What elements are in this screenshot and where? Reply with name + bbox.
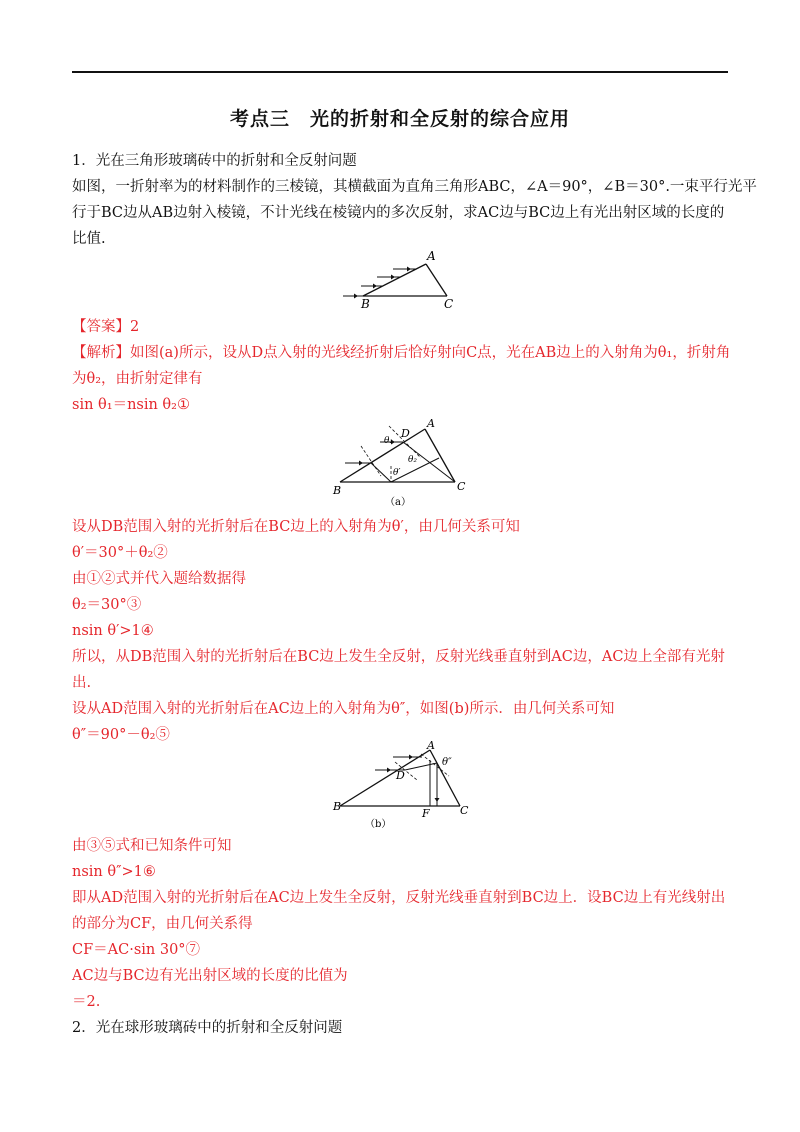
analysis-line-10: 出. bbox=[72, 675, 92, 691]
analysis-line-2: 为θ₂，由折射定律有 bbox=[72, 371, 203, 387]
problem1-heading: 1．光在三角形玻璃砖中的折射和全反射问题 bbox=[72, 153, 357, 169]
normal-line-lower bbox=[361, 446, 381, 476]
vertex-a-label: A bbox=[427, 739, 435, 752]
ray-arrow-lower bbox=[359, 461, 363, 466]
point-f-label: F bbox=[422, 807, 430, 820]
theta-double-prime-label: θ″ bbox=[442, 757, 452, 768]
prism-figure-1 bbox=[335, 248, 465, 310]
edge-ab bbox=[340, 750, 430, 806]
ray-arrow-lower bbox=[387, 768, 391, 773]
edge-ac bbox=[425, 429, 455, 482]
analysis-line-1: 【解析】如图(a)所示，设从D点入射的光线经折射后恰好射向C点，光在AB边上的入射角为θ₁，折射角 bbox=[72, 345, 731, 361]
theta1-label: θ₁ bbox=[384, 436, 394, 446]
analysis-line-17: CF＝AC·sin 30°⑦ bbox=[72, 942, 201, 958]
problem2-heading: 2．光在球形玻璃砖中的折射和全反射问题 bbox=[72, 1020, 343, 1036]
problem1-line2: 行于BC边从AB边射入棱镜，不计光线在棱镜内的多次反射，求AC边与BC边上有光出射区域的长度的 bbox=[72, 205, 725, 221]
refracted-ray bbox=[405, 763, 437, 770]
vertex-c-label: C bbox=[460, 804, 469, 817]
theta-prime-label: θ′ bbox=[393, 468, 401, 478]
analysis-line-8: nsin θ′>1④ bbox=[72, 623, 154, 639]
analysis-line-6: 由①②式并代入题给数据得 bbox=[72, 571, 246, 587]
point-d-label: D bbox=[401, 427, 410, 440]
problem1-line3: 比值. bbox=[72, 231, 106, 247]
edge-ac bbox=[426, 264, 447, 296]
figure-b-caption: （b） bbox=[365, 819, 392, 830]
figure-a-caption: （a） bbox=[385, 497, 411, 508]
answer: 【答案】2 bbox=[72, 319, 140, 335]
ray-arrow-4 bbox=[407, 267, 411, 272]
point-d-label: D bbox=[396, 769, 405, 782]
ray-arrow-1 bbox=[354, 294, 358, 299]
analysis-line-4: 设从DB范围入射的光折射后在BC边上的入射角为θ′，由几何关系可知 bbox=[72, 519, 520, 535]
ray-arrow-2 bbox=[373, 284, 377, 289]
analysis-line-16: 的部分为CF，由几何关系得 bbox=[72, 916, 253, 932]
analysis-line-11: 设从AD范围入射的光折射后在AC边上的入射角为θ″，如图(b)所示．由几何关系可知 bbox=[72, 701, 615, 717]
analysis-line-7: θ₂＝30°③ bbox=[72, 597, 142, 613]
vertex-c-label: C bbox=[444, 297, 454, 311]
analysis-line-5: θ′＝30°＋θ₂② bbox=[72, 545, 168, 561]
analysis-line-12: θ″＝90°－θ₂⑤ bbox=[72, 727, 170, 743]
analysis-line-14: nsin θ″>1⑥ bbox=[72, 864, 156, 880]
analysis-line-19: ＝2. bbox=[72, 994, 101, 1010]
vertex-a-label: A bbox=[427, 417, 435, 430]
vertex-c-label: C bbox=[457, 480, 466, 493]
ray-arrow-upper bbox=[409, 755, 413, 760]
vertex-b-label: B bbox=[333, 800, 342, 813]
analysis-line-18: AC边与BC边有光出射区域的长度的比值为 bbox=[72, 968, 348, 984]
analysis-line-15: 即从AD范围入射的光折射后在AC边上发生全反射，反射光线垂直射到BC边上．设BC边上有光线射出 bbox=[72, 890, 726, 906]
ray-arrow-vertical bbox=[435, 798, 440, 802]
analysis-line-13: 由③⑤式和已知条件可知 bbox=[72, 838, 232, 854]
page-title: 考点三 光的折射和全反射的综合应用 bbox=[229, 108, 570, 130]
ray-arrow-3 bbox=[391, 275, 395, 280]
vertex-b-label: B bbox=[333, 484, 342, 497]
analysis-line-9: 所以，从DB范围入射的光折射后在BC边上发生全反射，反射光线垂直射到AC边，AC边上全部有光射 bbox=[72, 649, 725, 665]
vertex-b-label: B bbox=[361, 297, 370, 311]
header-rule bbox=[72, 71, 728, 73]
figure-a bbox=[325, 416, 475, 516]
analysis-line-3: sin θ₁＝nsin θ₂① bbox=[72, 397, 190, 413]
theta2-label: θ₂ bbox=[408, 455, 418, 465]
refracted-ray-lower bbox=[371, 463, 391, 482]
figure-b bbox=[325, 740, 475, 830]
problem1-line1: 如图，一折射率为的材料制作的三棱镜，其横截面为直角三角形ABC，∠A＝90°，∠B＝30°.一束平行光平 bbox=[72, 179, 757, 195]
vertex-a-label: A bbox=[427, 249, 436, 263]
